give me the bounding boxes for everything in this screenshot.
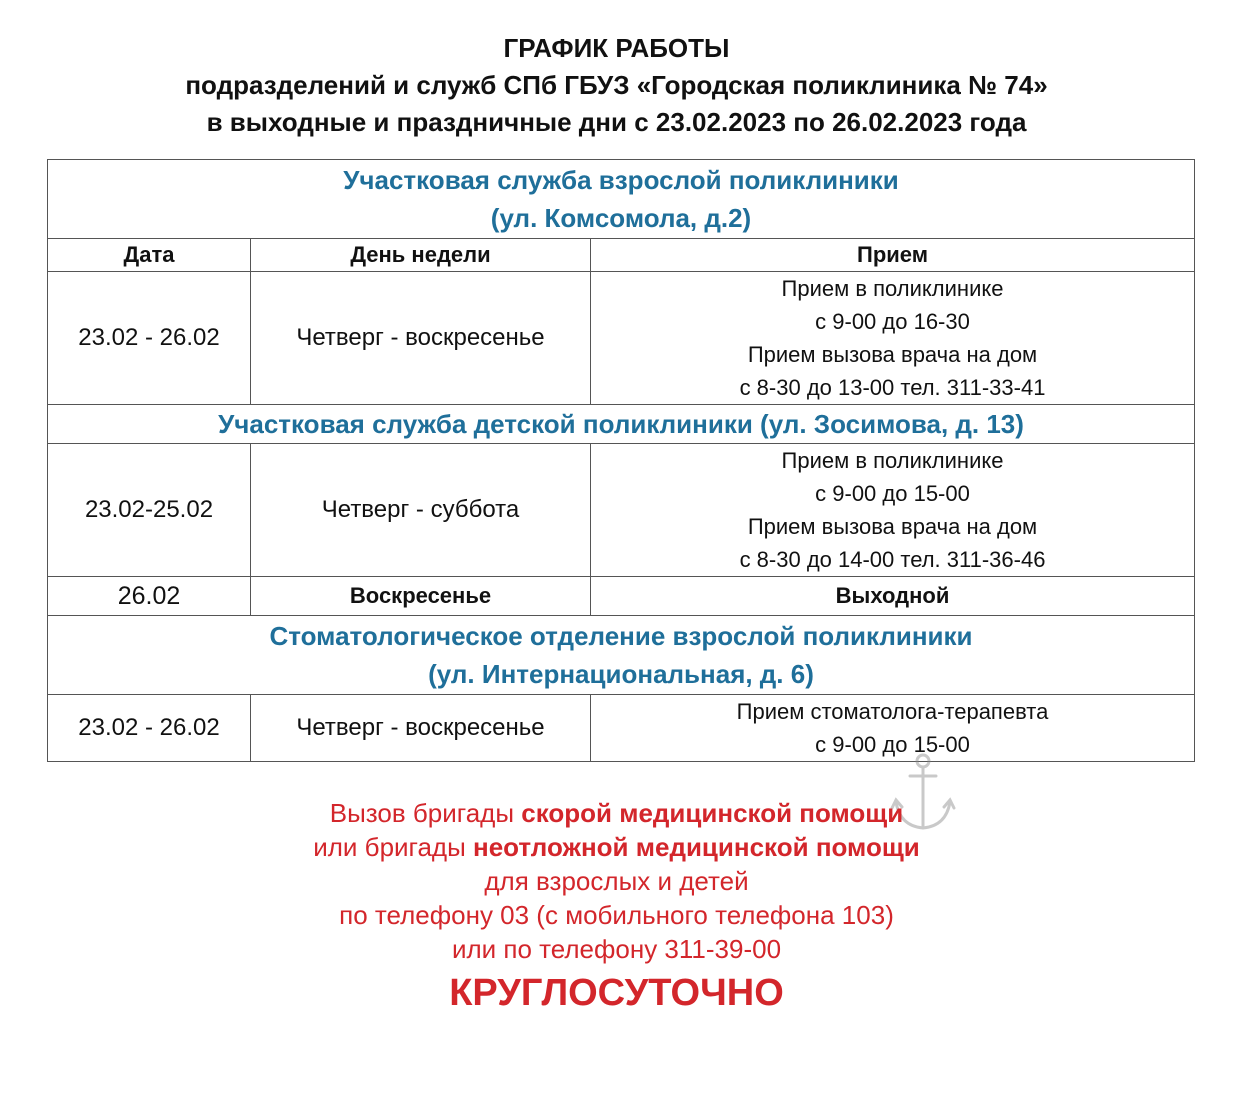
reception-line: Прием в поликлинике (781, 448, 1004, 473)
section-header-children (48, 405, 1195, 444)
table-row (48, 695, 1195, 762)
section-address: (ул. Интернациональная, д. 6) (428, 659, 814, 689)
notice-text: или бригады (313, 832, 474, 862)
weekday-cell: Четверг - воскресенье (251, 272, 591, 405)
table-row (48, 444, 1195, 577)
document-subtitle: подразделений и служб СПб ГБУЗ «Городская поликлиника № 74» (185, 70, 1048, 100)
reception-line: с 9-00 до 15-00 (815, 481, 970, 506)
section-header-dental (48, 616, 1195, 695)
reception-line: Прием в поликлинике (781, 276, 1004, 301)
reception-line: с 8-30 до 13-00 тел. 311-33-41 (739, 375, 1046, 400)
column-header-weekday: День недели (251, 239, 591, 272)
document-title: ГРАФИК РАБОТЫ (503, 33, 730, 63)
reception-cell (591, 444, 1195, 577)
reception-cell (591, 577, 1195, 616)
section-title: Стоматологическое отделение взрослой поликлиники (269, 621, 973, 651)
reception-cell (591, 272, 1195, 405)
column-header-date: Дата (48, 239, 251, 272)
section-address: (ул. Комсомола, д.2) (490, 203, 752, 233)
table-row (48, 577, 1195, 616)
section-header-adult (48, 160, 1195, 239)
schedule-table (47, 159, 1195, 762)
reception-line: с 9-00 до 16-30 (815, 309, 970, 334)
weekday-cell: Четверг - воскресенье (251, 695, 591, 762)
weekday-cell: Четверг - суббота (251, 444, 591, 577)
date-cell: 26.02 (48, 577, 251, 616)
round-the-clock-label: КРУГЛОСУТОЧНО (449, 972, 784, 1014)
date-cell: 23.02 - 26.02 (48, 695, 251, 762)
column-header-reception: Прием (591, 239, 1195, 272)
reception-line: с 9-00 до 15-00 (815, 732, 970, 757)
section-title: Участковая служба взрослой поликлиники (343, 165, 899, 195)
emergency-line-3: для взрослых и детей (484, 866, 749, 896)
document-header (0, 30, 1233, 141)
section-title: Участковая служба детской поликлиники (ул. Зосимова, д. 13) (218, 409, 1024, 439)
notice-text: Вызов бригады (329, 798, 522, 828)
emergency-notice (0, 796, 1233, 1018)
reception-line: с 8-30 до 14-00 тел. 311-36-46 (739, 547, 1046, 572)
emergency-line-2 (0, 830, 1233, 864)
column-header-row (48, 239, 1195, 272)
emergency-line-4: по телефону 03 (с мобильного телефона 103) (339, 900, 894, 930)
document-period: в выходные и праздничные дни с 23.02.2023 по 26.02.2023 года (206, 107, 1027, 137)
emergency-line-5: или по телефону 311-39-00 (451, 934, 782, 964)
notice-emphasis: скорой медицинской помощи (521, 798, 904, 828)
notice-emphasis: неотложной медицинской помощи (473, 832, 920, 862)
reception-line: Прием вызова врача на дом (747, 514, 1038, 539)
table-row (48, 272, 1195, 405)
date-cell: 23.02 - 26.02 (48, 272, 251, 405)
weekday-cell: Воскресенье (251, 577, 591, 616)
emergency-line-1 (0, 796, 1233, 830)
reception-line: Прием стоматолога-терапевта (736, 699, 1049, 724)
reception-line: Прием вызова врача на дом (747, 342, 1038, 367)
date-cell: 23.02-25.02 (48, 444, 251, 577)
reception-line: Выходной (835, 583, 950, 608)
